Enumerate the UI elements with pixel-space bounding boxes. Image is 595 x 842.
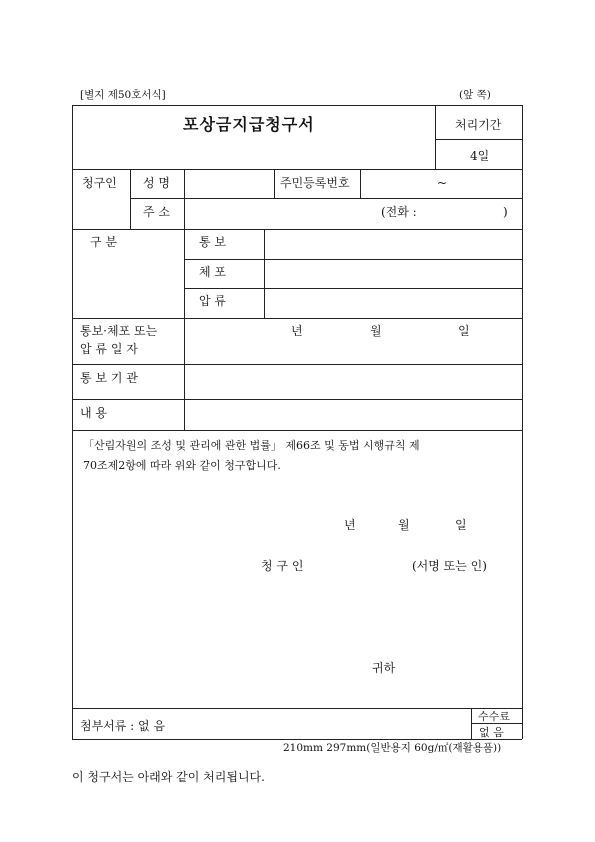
row-line	[72, 708, 522, 709]
col-line	[264, 229, 265, 318]
col-line	[184, 318, 185, 430]
row-line	[72, 430, 522, 431]
statement-month[interactable]: 월	[398, 518, 410, 532]
row-line	[184, 259, 522, 260]
signature-label[interactable]: (서명 또는 인)	[412, 559, 487, 573]
statement-line1: 「산림자원의 조성 및 관리에 관한 법률」 제66조 및 동법 시행규칙 제	[83, 439, 420, 452]
row-line	[130, 198, 522, 199]
statement-line2: 70조제2항에 따라 위와 같이 청구합니다.	[83, 459, 281, 472]
table-border-top	[72, 105, 522, 106]
statement-day[interactable]: 일	[455, 518, 467, 532]
date-month[interactable]: 월	[370, 324, 382, 338]
table-border-left	[72, 105, 73, 739]
statement-year[interactable]: 년	[344, 518, 356, 532]
col-line	[184, 169, 185, 318]
category-notify[interactable]: 통 보	[199, 235, 226, 249]
processing-note: 이 청구서는 아래와 같이 처리됩니다.	[72, 770, 265, 784]
col-line	[274, 169, 275, 198]
rrn-field[interactable]: ~	[437, 176, 448, 190]
date-label-line1: 통보·체포 또는	[80, 324, 158, 338]
row-line	[72, 169, 522, 170]
agency-label: 통 보 기 관	[80, 371, 138, 385]
processing-period-label: 처리기간	[455, 118, 502, 132]
row-line	[72, 364, 522, 365]
row-line	[72, 229, 522, 230]
title-divider	[435, 105, 436, 169]
form-number: [별지 제50호서식]	[80, 89, 166, 101]
phone-label: (전화 :	[381, 205, 417, 219]
paper-spec: 210mm 297mm(일반용지 60g/㎡(재활용품))	[283, 742, 502, 754]
statement-claimant-label: 청 구 인	[261, 559, 304, 573]
content-label: 내 용	[80, 406, 107, 420]
date-day[interactable]: 일	[458, 324, 470, 338]
col-line	[360, 169, 361, 198]
row-line	[471, 723, 522, 724]
col-line	[130, 169, 131, 229]
category-arrest[interactable]: 체 포	[199, 265, 226, 279]
date-label-line2: 압 류 일 자	[80, 342, 138, 356]
claimant-section-label: 청구인	[82, 176, 117, 190]
table-border-right	[522, 105, 523, 739]
processing-period-value: 4일	[470, 149, 490, 163]
rrn-label: 주민등록번호	[280, 176, 350, 190]
processing-divider	[435, 139, 522, 140]
address-label: 주 소	[143, 205, 170, 219]
table-border-bottom	[72, 739, 522, 740]
name-label: 성 명	[143, 176, 170, 190]
page-side-label: (앞 쪽)	[459, 89, 491, 101]
fee-value: 없 음	[479, 726, 504, 739]
category-seizure[interactable]: 압 류	[199, 294, 226, 308]
date-year[interactable]: 년	[291, 324, 303, 338]
row-line	[72, 399, 522, 400]
phone-close: )	[503, 205, 508, 219]
row-line	[184, 288, 522, 289]
category-label: 구 분	[90, 235, 117, 249]
addressee-label: 귀하	[372, 661, 396, 675]
attachments-label: 첨부서류 : 없 음	[80, 719, 166, 733]
form-title: 포상금지급청구서	[183, 115, 315, 134]
fee-label: 수수료	[478, 710, 510, 723]
row-line	[72, 318, 522, 319]
